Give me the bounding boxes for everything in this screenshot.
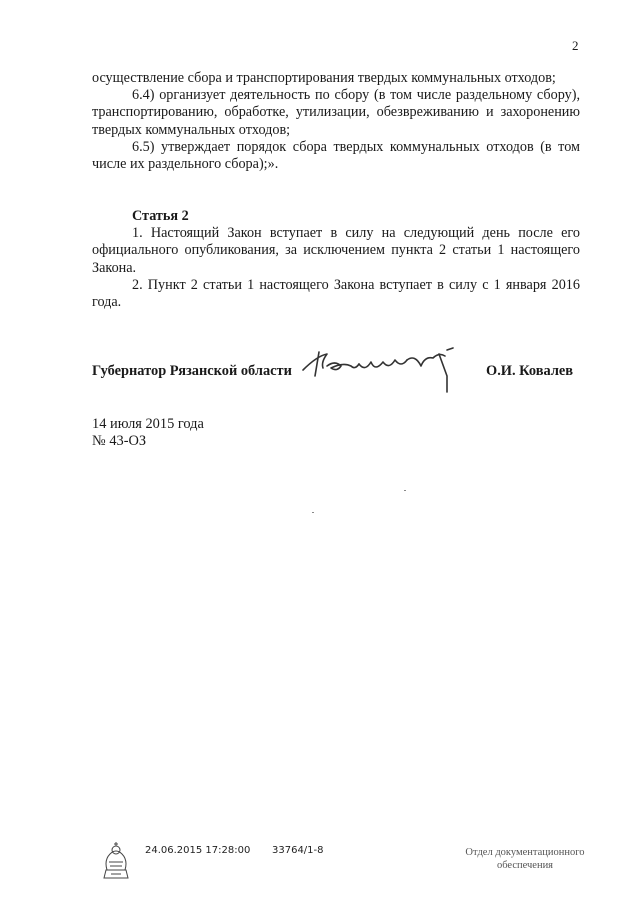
scan-speck: [404, 490, 406, 491]
paragraph-6-5: 6.5) утверждает порядок сбора твердых коммунальных отходов (в том числе их раздельного сбора);».: [92, 138, 580, 173]
article-item-2: 2. Пункт 2 статьи 1 настоящего Закона вступает в силу с 1 января 2016 года.: [92, 276, 580, 311]
law-date: 14 июля 2015 года: [92, 416, 204, 432]
article-item-1: 1. Настоящий Закон вступает в силу на следующий день после его официального опубликования, за исключением пункта 2 статьи 1 настоящего Закона.: [92, 225, 580, 276]
continuation-block: [92, 70, 580, 173]
paragraph-6-4: 6.4) организует деятельность по сбору (в том числе раздельному сбору), транспортированию, обработке, утилизации, обезвреживанию и захоронению твердых коммунальных отходов;: [92, 87, 580, 138]
signature-row: [92, 358, 580, 398]
coat-of-arms-icon: [98, 840, 134, 880]
law-date-block: [92, 416, 204, 450]
page-number: 2: [572, 38, 579, 53]
stamp-reg-number: 33764/1-8: [272, 845, 324, 856]
paragraph-continuation: осуществление сбора и транспортирования твердых коммунальных отходов;: [92, 70, 556, 86]
article-2-block: [92, 208, 580, 311]
stamp-department-line1: Отдел документационного: [465, 847, 585, 858]
handwritten-signature: [297, 346, 477, 402]
scan-speck: [312, 512, 314, 513]
law-number: № 43-ОЗ: [92, 433, 147, 449]
stamp-department: [440, 846, 610, 872]
stamp-datetime: 24.06.2015 17:28:00: [145, 845, 251, 856]
article-heading: Статья 2: [132, 208, 189, 224]
registration-stamp: [0, 840, 640, 895]
governor-name: О.И. Ковалев: [486, 363, 574, 379]
governor-title: Губернатор Рязанской области: [92, 363, 292, 379]
stamp-department-line2: обеспечения: [496, 860, 554, 871]
